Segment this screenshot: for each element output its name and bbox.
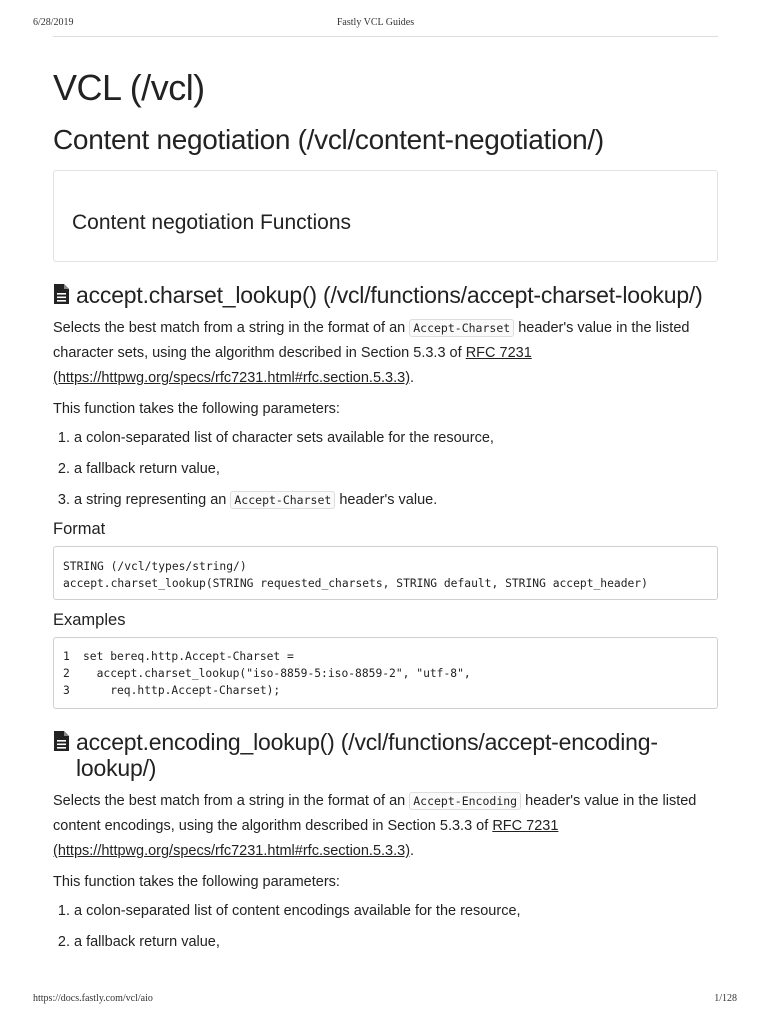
format-code-block	[53, 546, 718, 600]
format-heading: Format	[53, 520, 106, 538]
charset-params-list	[53, 428, 718, 510]
examples-code-block	[53, 637, 718, 709]
charset-lookup-heading[interactable]	[53, 282, 718, 308]
functions-box-title: Content negotiation Functions	[72, 211, 352, 234]
code-line	[63, 682, 708, 699]
list-item: 1. a colon-separated list of character sets available for the resource,	[74, 428, 718, 448]
encoding-lookup-heading-text: accept.encoding_lookup() (/vcl/functions/accept-encoding-lookup/)	[76, 729, 658, 781]
page-title: VCL (/vcl)	[53, 67, 205, 108]
format-line-2: accept.charset_lookup(STRING requested_charsets, STRING default, STRING accept_header)	[63, 577, 648, 590]
encoding-lookup-heading[interactable]	[53, 729, 718, 781]
inline-code: Accept-Charset	[230, 491, 335, 509]
page-number: 1/128	[714, 993, 737, 1004]
period: .	[410, 370, 415, 386]
charset-desc-text-2: header's value in the listed character sets, using the algorithm described in Section 5.3.3 of	[53, 320, 690, 361]
encoding-description	[53, 789, 718, 864]
print-doc-title: Fastly VCL Guides	[336, 17, 415, 28]
line-number: 1	[63, 650, 70, 663]
header-divider	[53, 36, 718, 37]
line-number: 2	[63, 667, 70, 680]
print-url: https://docs.fastly.com/vcl/aio	[33, 993, 153, 1004]
rfc-url-link[interactable]: (https://httpwg.org/specs/rfc7231.html#rfc.section.5.3.3)	[53, 843, 411, 859]
code-line	[63, 648, 708, 665]
line-number: 3	[63, 684, 70, 697]
page-content	[53, 66, 718, 963]
charset-desc-text: Selects the best match from a string in the format of an	[53, 320, 406, 336]
list-item	[74, 490, 718, 510]
rfc-link[interactable]: RFC 7231	[465, 345, 532, 361]
document-icon	[53, 283, 70, 310]
param3-text: a string representing an	[74, 492, 227, 508]
charset-lookup-heading-text: accept.charset_lookup() (/vcl/functions/accept-charset-lookup/)	[76, 282, 703, 308]
param3-text-2: header's value.	[339, 492, 438, 508]
encoding-params-intro: This function takes the following parameters:	[53, 874, 340, 890]
code-text: req.http.Accept-Charset);	[83, 684, 281, 697]
code-text: set bereq.http.Accept-Charset =	[83, 650, 294, 663]
code-line	[63, 665, 708, 682]
encoding-params-list	[53, 901, 718, 952]
charset-params-intro: This function takes the following parameters:	[53, 401, 340, 417]
functions-box	[53, 170, 718, 262]
examples-heading: Examples	[53, 611, 126, 629]
document-icon	[53, 730, 70, 757]
list-item: 2. a fallback return value,	[74, 932, 718, 952]
list-item: 2. a fallback return value,	[74, 459, 718, 479]
encoding-desc-text-2: header's value in the listed content encodings, using the algorithm described in Section 5.3.3 of	[53, 793, 697, 834]
rfc-url-link[interactable]: (https://httpwg.org/specs/rfc7231.html#rfc.section.5.3.3)	[53, 370, 411, 386]
print-date: 6/28/2019	[33, 17, 74, 28]
encoding-desc-text: Selects the best match from a string in the format of an	[53, 793, 406, 809]
charset-description	[53, 316, 718, 391]
inline-code: Accept-Encoding	[409, 792, 521, 810]
period: .	[410, 843, 415, 859]
rfc-link[interactable]: RFC 7231	[492, 818, 559, 834]
section-title: Content negotiation (/vcl/content-negotiation/)	[53, 124, 604, 155]
list-item: 1. a colon-separated list of content encodings available for the resource,	[74, 901, 718, 921]
format-line-1: STRING (/vcl/types/string/)	[63, 560, 247, 573]
code-text: accept.charset_lookup("iso-8859-5:iso-8859-2", "utf-8",	[83, 667, 471, 680]
inline-code: Accept-Charset	[409, 319, 514, 337]
